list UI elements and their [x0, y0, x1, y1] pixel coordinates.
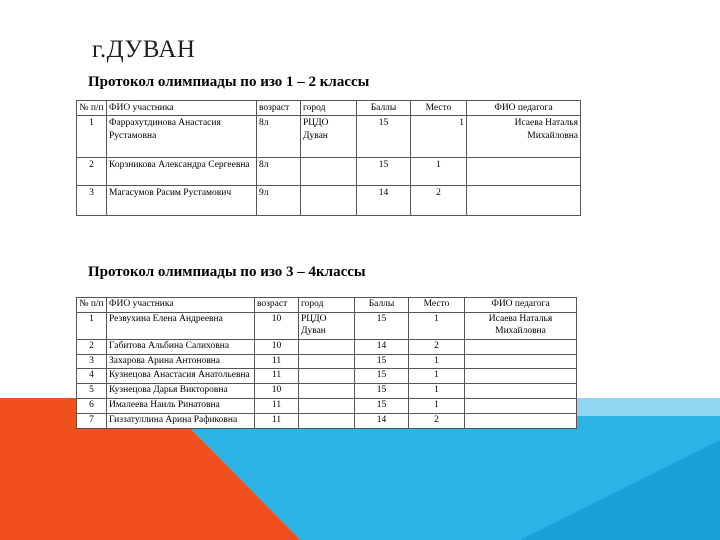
- header-cell: ФИО участника: [107, 101, 257, 116]
- protocol1-heading: Протокол олимпиады по изо 1 – 2 классы: [88, 74, 370, 90]
- participant-place: 1: [411, 158, 467, 186]
- protocol2-table: [76, 297, 577, 429]
- participant-place: 1: [409, 312, 465, 339]
- row-number: 6: [77, 399, 107, 414]
- teacher-name: [465, 384, 577, 399]
- teacher-name: [467, 158, 581, 186]
- protocol1-table: [76, 100, 581, 216]
- row-number: 3: [77, 354, 107, 369]
- participant-score: 15: [355, 354, 409, 369]
- participant-age: 9л: [257, 186, 301, 216]
- participant-age: 8л: [257, 116, 301, 158]
- row-number: 5: [77, 384, 107, 399]
- teacher-name: [467, 186, 581, 216]
- participant-age: 11: [255, 354, 299, 369]
- header-cell: возраст: [255, 298, 299, 313]
- participant-city: [299, 339, 355, 354]
- table-row: [77, 399, 577, 414]
- teacher-name: [465, 354, 577, 369]
- header-cell: город: [299, 298, 355, 313]
- participant-score: 14: [355, 414, 409, 429]
- participant-place: 1: [409, 399, 465, 414]
- header-cell: Место: [409, 298, 465, 313]
- participant-city: [299, 414, 355, 429]
- participant-name: Кузнецова Анастасия Анатольевна: [107, 369, 255, 384]
- participant-score: 15: [355, 312, 409, 339]
- table-row: [77, 339, 577, 354]
- participant-city: [301, 186, 357, 216]
- participant-age: 11: [255, 414, 299, 429]
- participant-name: Фаррахутдинова Анастасия Рустамовна: [107, 116, 257, 158]
- header-cell: Место: [411, 101, 467, 116]
- header-cell: Баллы: [357, 101, 411, 116]
- participant-age: 10: [255, 384, 299, 399]
- row-number: 2: [77, 158, 107, 186]
- participant-place: 1: [409, 369, 465, 384]
- header-cell: возраст: [257, 101, 301, 116]
- participant-name: Магасумов Расим Рустамович: [107, 186, 257, 216]
- participant-score: 15: [355, 369, 409, 384]
- header-cell: ФИО участника: [107, 298, 255, 313]
- row-number: 1: [77, 116, 107, 158]
- participant-place: 1: [411, 116, 467, 158]
- table-row: [77, 186, 581, 216]
- row-number: 3: [77, 186, 107, 216]
- participant-age: 11: [255, 369, 299, 384]
- header-cell: ФИО педагога: [467, 101, 581, 116]
- participant-score: 15: [357, 116, 411, 158]
- participant-place: 2: [409, 414, 465, 429]
- header-cell: Баллы: [355, 298, 409, 313]
- teacher-name: [465, 414, 577, 429]
- participant-place: 1: [409, 354, 465, 369]
- participant-city: [299, 384, 355, 399]
- table-row: [77, 354, 577, 369]
- participant-city: РЦДО Дуван: [301, 116, 357, 158]
- participant-place: 2: [411, 186, 467, 216]
- participant-score: 14: [357, 186, 411, 216]
- table-header-row: [77, 298, 577, 313]
- table-row: [77, 369, 577, 384]
- row-number: 1: [77, 312, 107, 339]
- table-row: [77, 312, 577, 339]
- row-number: 7: [77, 414, 107, 429]
- header-cell: ФИО педагога: [465, 298, 577, 313]
- teacher-name: [465, 399, 577, 414]
- header-cell: город: [301, 101, 357, 116]
- participant-age: 10: [255, 312, 299, 339]
- row-number: 2: [77, 339, 107, 354]
- participant-city: [299, 369, 355, 384]
- teacher-name: Исаева Наталья Михайловна: [467, 116, 581, 158]
- participant-city: РЦДО Дуван: [299, 312, 355, 339]
- participant-place: 1: [409, 384, 465, 399]
- participant-name: Резвухина Елена Андреевна: [107, 312, 255, 339]
- table-row: [77, 384, 577, 399]
- header-cell: № п/п: [77, 101, 107, 116]
- participant-score: 15: [355, 384, 409, 399]
- teacher-name: [465, 339, 577, 354]
- participant-age: 11: [255, 399, 299, 414]
- participant-name: Корзникова Александра Сергеевна: [107, 158, 257, 186]
- participant-city: [301, 158, 357, 186]
- participant-score: 15: [357, 158, 411, 186]
- participant-age: 8л: [257, 158, 301, 186]
- participant-name: Захарова Арина Антоновна: [107, 354, 255, 369]
- participant-name: Ималеева Наиль Ринатовна: [107, 399, 255, 414]
- table-header-row: [77, 101, 581, 116]
- header-cell: № п/п: [77, 298, 107, 313]
- participant-name: Кузнецова Дарья Викторовна: [107, 384, 255, 399]
- teacher-name: Исаева Наталья Михайловна: [465, 312, 577, 339]
- teacher-name: [465, 369, 577, 384]
- table-row: [77, 158, 581, 186]
- participant-age: 10: [255, 339, 299, 354]
- participant-place: 2: [409, 339, 465, 354]
- participant-name: Габитова Альбина Салиховна: [107, 339, 255, 354]
- participant-city: [299, 354, 355, 369]
- page-title: г.ДУВАН: [92, 36, 196, 63]
- participant-city: [299, 399, 355, 414]
- participant-score: 15: [355, 399, 409, 414]
- table-row: [77, 116, 581, 158]
- row-number: 4: [77, 369, 107, 384]
- protocol2-heading: Протокол олимпиады по изо 3 – 4классы: [88, 264, 366, 280]
- participant-name: Гиззатуллина Арина Рафиковна: [107, 414, 255, 429]
- participant-score: 14: [355, 339, 409, 354]
- table-row: [77, 414, 577, 429]
